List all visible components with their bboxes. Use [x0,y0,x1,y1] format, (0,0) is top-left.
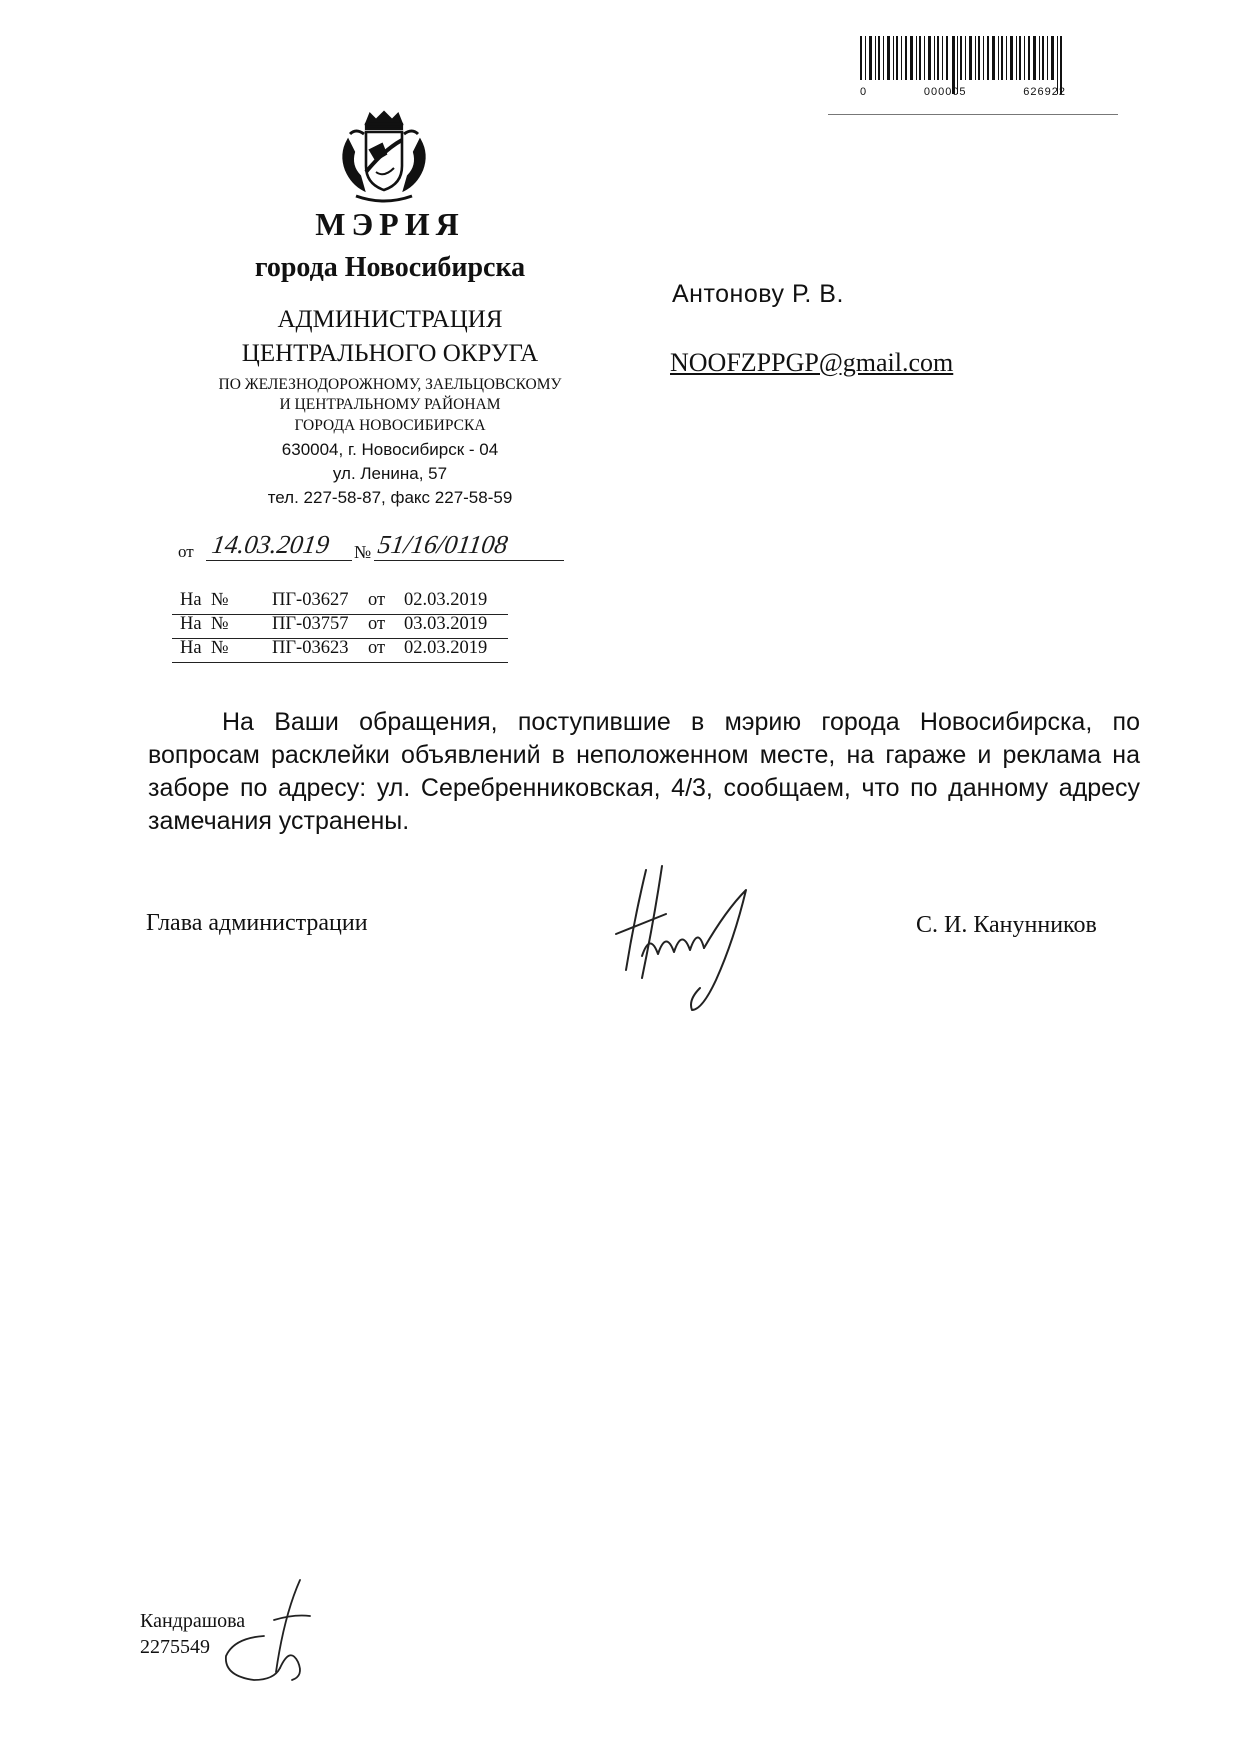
barcode-digit-group: 626922 [1023,86,1066,98]
reference-row [172,590,508,615]
barcode-underline [828,114,1118,115]
barcode-digit-group: 000005 [923,86,967,98]
reference-from: от [368,638,386,658]
handwritten-signature [596,860,766,1020]
reference-date: 02.03.2019 [404,638,488,658]
admin-subtitle-line: ГОРОДА НОВОСИБИРСКА [294,417,486,434]
admin-title-line: ЦЕНТРАЛЬНОГО ОКРУГА [241,340,539,367]
reg-from-label: от [178,542,194,561]
reference-date: 03.03.2019 [404,614,488,634]
letter-body [148,706,1140,838]
novosibirsk-coat-of-arms-icon [336,110,432,210]
admin-subtitle-line: И ЦЕНТРАЛЬНОМУ РАЙОНАМ [279,396,501,413]
street-address: ул. Ленина, 57 [332,464,448,483]
reference-date: 02.03.2019 [404,590,488,610]
body-paragraph: На Ваши обращения, поступившие в мэрию города Новосибирска, по вопросам расклейки объявлений в неположенном месте, на гараже и реклама на заборе по адресу: ул. Серебренниковская, 4/3, сообщаем, что по данному адресу замечания устранены. [148,708,1140,835]
signatory-title: Глава администрации [146,910,368,936]
reg-number-field [374,530,564,561]
reg-number-handwritten: 51/16/01108 [376,530,510,559]
barcode-digits [860,86,1066,98]
reference-from: от [368,614,386,634]
org-city: города Новосибирска [254,252,526,283]
reference-label: На № [180,590,229,610]
executor-phone: 2275549 [140,1636,210,1658]
reference-row [172,614,508,639]
signatory-name: С. И. Канунников [916,912,1097,938]
admin-subtitle-line: ПО ЖЕЛЕЗНОДОРОЖНОМУ, ЗАЕЛЬЦОВСКОМУ [218,376,562,393]
org-title: МЭРИЯ [315,206,465,242]
postal-address: 630004, г. Новосибирск - 04 [281,440,499,459]
reg-date-handwritten: 14.03.2019 [210,530,332,559]
executor-name: Кандрашова [140,1610,246,1632]
reference-label: На № [180,638,229,658]
recipient-email: NOOFZPPGP@gmail.com [670,348,954,377]
executor-initials-signature [214,1576,344,1686]
admin-title-line: АДМИНИСТРАЦИЯ [277,306,503,333]
reg-date-field [206,530,352,561]
recipient-name: Антонову Р. В. [672,280,844,308]
reference-number: ПГ-03623 [272,638,349,658]
reference-number: ПГ-03757 [272,614,349,634]
reference-row [172,638,508,663]
barcode-digit-group: 0 [860,86,868,98]
phone-fax: тел. 227-58-87, факс 227-58-59 [267,488,513,507]
registration-line [178,530,578,566]
reference-number: ПГ-03627 [272,590,349,610]
reference-label: На № [180,614,229,634]
reference-from: от [368,590,386,610]
reg-number-label: № [354,542,372,562]
